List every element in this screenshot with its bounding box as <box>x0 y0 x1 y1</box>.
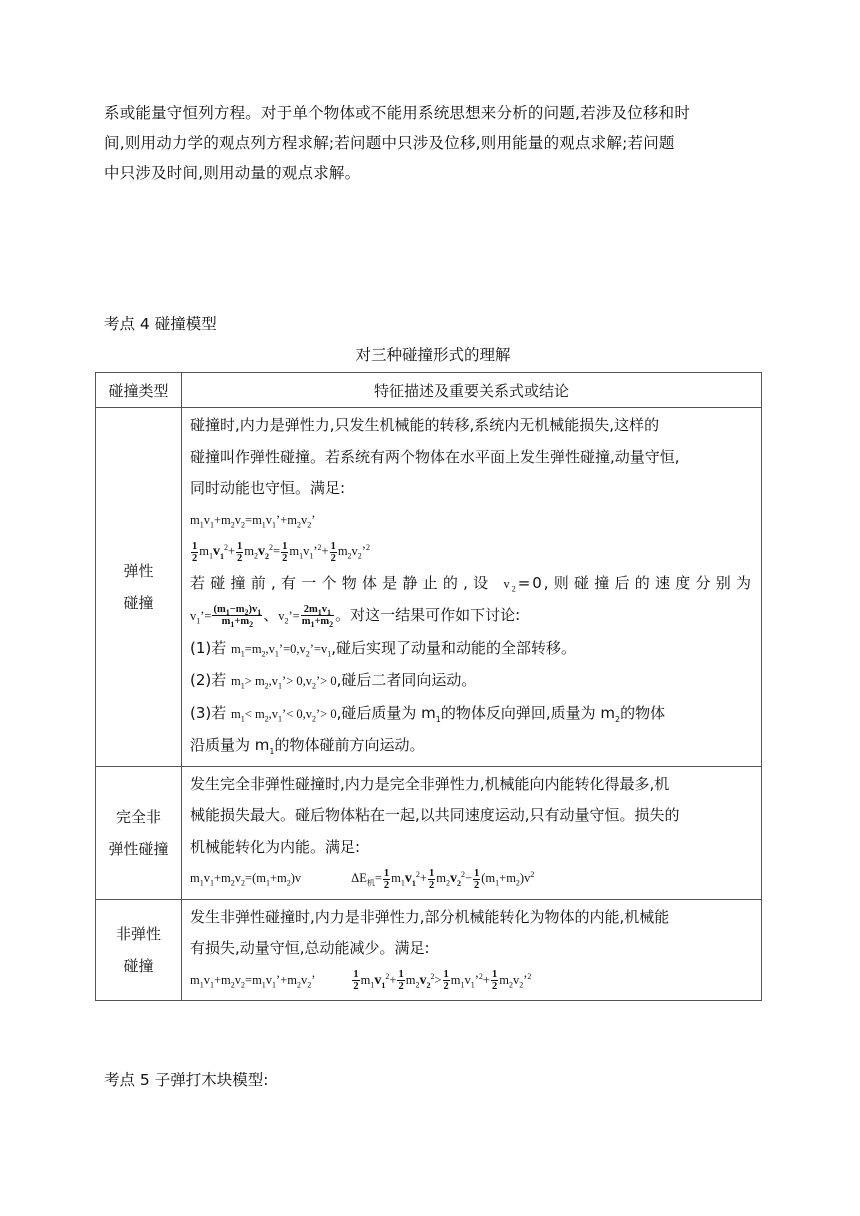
desc-cell-perfect-inelastic <box>182 766 762 899</box>
case-3-continued: 沿质量为 $m_1$的物体碰前方向运动。 <box>190 736 425 756</box>
section-5-heading: 考点 5 子弹打木块模型: <box>104 1071 269 1089</box>
type-label: 弹性 <box>123 561 154 580</box>
type-label: 碰撞 <box>123 593 154 612</box>
header-description: 特征描述及重要关系式或结论 <box>182 373 762 408</box>
table-row-inelastic <box>96 899 762 1001</box>
desc-line: 碰撞叫作弹性碰撞。若系统有两个物体在水平面上发生弹性碰撞,动量守恒, <box>190 447 680 466</box>
desc-line: 有损失,动量守恒,总动能减少。满足: <box>190 939 430 957</box>
header-type: 碰撞类型 <box>96 373 182 408</box>
table-row-perfect-inelastic <box>96 766 762 899</box>
desc-cell-inelastic <box>182 899 762 1001</box>
table-row-elastic <box>96 408 762 767</box>
table-header-row <box>96 373 762 408</box>
table-caption: 对三种碰撞形式的理解 <box>355 346 511 364</box>
type-label: 非弹性 <box>115 924 161 943</box>
case-3: (3)若 $m_1<$ $m_2,v_1’<$ $0,v_2’> 0$,碰后质量为 $m_1$的物体反向弹回,质量为 $m_2$的物体 <box>190 703 666 724</box>
type-cell-perfect-inelastic <box>96 766 182 899</box>
perfect-inelastic-equations: $m_1v_1+m_2v_2=(m_1+m_2)v$ $\Delta E_机=$ $\frac{1}{2}$ $m_1v_1^2+$ $\frac{1}{2}$ $m_2v_2^2-$ $\frac{1}{2}$ $(m_1+m_2)v^2$ <box>190 867 535 891</box>
intro-line: 系或能量守恒列方程。对于单个物体或不能用系统思想来分析的问题,若涉及位移和时 <box>104 104 691 122</box>
type-label: 弹性碰撞 <box>108 839 169 858</box>
inelastic-equations: $m_1v_1+m_2v_2=m_1v_1’+m_2v_2$’ $\frac{1}{2}$ $m_1v_1^2+$ $\frac{1}{2}$ $m_2v_2^2>$ $\frac{1}{2}$ $m_1v_1’^2+$ $\frac{1}{2}$ $m_2v_2’^2$ <box>190 969 532 993</box>
section-4-heading: 考点 4 碰撞模型 <box>104 315 217 333</box>
type-label: 完全非 <box>115 807 161 826</box>
collision-table <box>95 372 762 1001</box>
desc-line: 发生非弹性碰撞时,内力是非弹性力,部分机械能转化为物体的内能,机械能 <box>190 907 670 926</box>
desc-line: 机械能转化为内能。满足: <box>190 837 361 856</box>
case-2: (2)若 $m_1>$ $m_2,v_1’>$ $0,v_2’> 0$,碰后二者同向运动。 <box>190 671 477 691</box>
desc-line: 发生完全非弹性碰撞时,内力是完全非弹性力,机械能向内能转化得最多,机 <box>190 774 670 793</box>
assumption-line: 若碰撞前,有一个物体是静止的,设 $v_2=0$,则碰撞后的速度分别为 <box>190 573 753 593</box>
case-1: (1)若 $m_1=m_2,v_1’=0,v_2’=v_1$,碰后实现了动量和动能的全部转移。 <box>190 638 577 658</box>
type-cell-elastic <box>96 408 182 767</box>
intro-paragraph <box>104 98 764 188</box>
intro-line: 中只涉及时间,则用动量的观点求解。 <box>104 164 361 182</box>
type-label: 碰撞 <box>123 956 154 975</box>
energy-equation: $\frac{1}{2}$ $m_1v_1^2+$ $\frac{1}{2}$ $m_2v_2^2=$ $\frac{1}{2}$ $m_1v_1’^2+$ $\frac{1}{2}$ $m_2v_2’^2$ <box>192 540 370 564</box>
desc-line: 碰撞时,内力是弹性力,只发生机械能的转移,系统内无机械能损失,这样的 <box>190 416 660 434</box>
desc-line: 械能损失最大。碰后物体粘在一起,以共同速度运动,只有动量守恒。损失的 <box>190 806 680 824</box>
desc-cell-elastic <box>182 408 762 767</box>
momentum-equation: $m_1v_1+m_2v_2=m_1v_1’+m_2v_2$’ <box>190 512 316 529</box>
result-formula: $v_1’=$ $\frac{(m_1-m_2)v_1}{m_1+m_2}$ 、$v_2’=$ $\frac{2m_1v_1}{m_1+m_2}$ 。对这一结果可作如下讨论: <box>190 604 521 630</box>
intro-line: 间,则用动力学的观点列方程求解;若问题中只涉及位移,则用能量的观点求解;若问题 <box>104 134 675 152</box>
type-cell-inelastic <box>96 899 182 1001</box>
desc-line: 同时动能也守恒。满足: <box>190 479 346 497</box>
